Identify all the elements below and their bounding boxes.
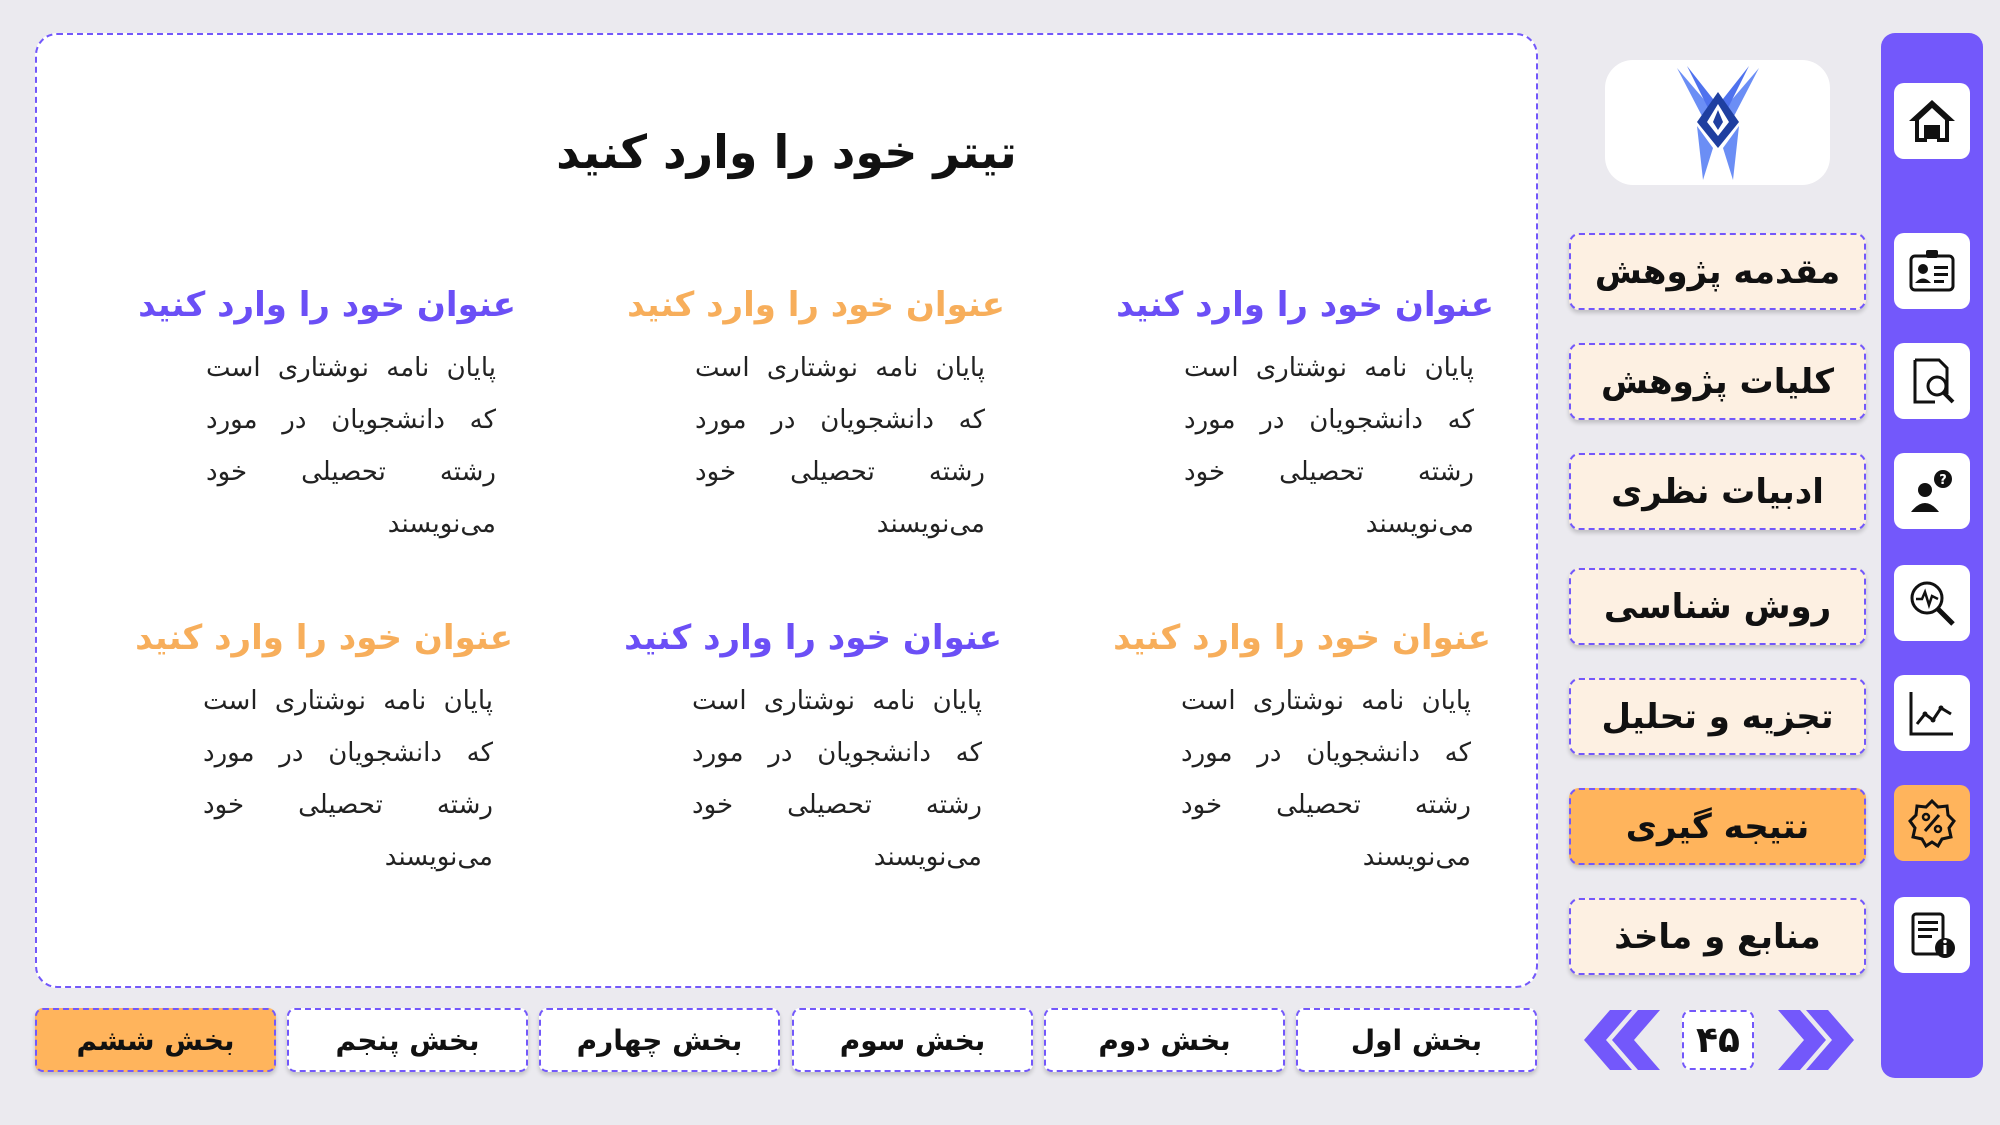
content-card-2 [605,280,1005,550]
menu-item-generalities[interactable]: کلیات پژوهش [1569,343,1866,420]
id-badge-icon [1905,244,1959,298]
menu-item-methodology[interactable]: روش شناسی [1569,568,1866,645]
nav-icon-literature[interactable] [1894,453,1970,529]
nav-icon-analysis[interactable] [1894,675,1970,751]
menu-item-conclusion[interactable]: نتیجه گیری [1569,788,1866,865]
content-card-5 [602,613,1002,883]
card-heading: عنوان خود را وارد کنید [138,285,516,325]
content-card-4 [113,613,513,883]
content-card-1 [116,280,516,550]
icon-strip [1881,33,1983,1078]
magnifier-pulse-icon [1905,576,1959,630]
content-card-6 [1091,613,1491,883]
nav-icon-generalities[interactable] [1894,343,1970,419]
menu-item-literature[interactable]: ادبیات نظری [1569,453,1866,530]
card-body: پایان نامه نوشتاری است که دانشجویان در مورد رشته تحصیلی خود می‌نویسند [1184,353,1474,539]
card-body: پایان نامه نوشتاری است که دانشجویان در مورد رشته تحصیلی خود می‌نویسند [206,353,496,539]
page-number: ۴۵ [1682,1010,1754,1070]
line-chart-icon [1905,686,1959,740]
tab-section-3[interactable]: بخش سوم [792,1008,1033,1072]
tab-section-2[interactable]: بخش دوم [1044,1008,1285,1072]
menu-item-references[interactable]: منابع و ماخذ [1569,898,1866,975]
content-card-3 [1094,280,1494,550]
tab-section-6[interactable]: بخش ششم [35,1008,276,1072]
document-search-icon [1905,354,1959,408]
previous-page-icon[interactable] [1584,1008,1660,1072]
menu-item-analysis[interactable]: تجزیه و تحلیل [1569,678,1866,755]
percent-badge-icon [1905,796,1959,850]
nav-icon-methodology[interactable] [1894,565,1970,641]
nav-icon-intro[interactable] [1894,233,1970,309]
card-body: پایان نامه نوشتاری است که دانشجویان در مورد رشته تحصیلی خود می‌نویسند [203,686,493,872]
card-heading: عنوان خود را وارد کنید [627,285,1005,325]
card-body: پایان نامه نوشتاری است که دانشجویان در مورد رشته تحصیلی خود می‌نویسند [692,686,982,872]
tab-section-1[interactable]: بخش اول [1296,1008,1537,1072]
tab-section-4[interactable]: بخش چهارم [539,1008,780,1072]
svg-text:?: ? [1939,473,1947,488]
card-heading: عنوان خود را وارد کنید [1116,285,1494,325]
home-icon [1905,94,1959,148]
content-panel [35,33,1538,988]
menu-item-intro[interactable]: مقدمه پژوهش [1569,233,1866,310]
nav-icon-conclusion[interactable] [1894,785,1970,861]
home-button[interactable] [1894,83,1970,159]
card-heading: عنوان خود را وارد کنید [135,618,513,658]
card-heading: عنوان خود را وارد کنید [1113,618,1491,658]
logo-emblem-icon [1673,64,1763,182]
card-heading: عنوان خود را وارد کنید [624,618,1002,658]
document-info-icon [1905,908,1959,962]
card-body: پایان نامه نوشتاری است که دانشجویان در مورد رشته تحصیلی خود می‌نویسند [1181,686,1471,872]
user-question-icon [1905,464,1959,518]
tab-section-5[interactable]: بخش پنجم [287,1008,528,1072]
card-body: پایان نامه نوشتاری است که دانشجویان در مورد رشته تحصیلی خود می‌نویسند [695,353,985,539]
nav-icon-references[interactable] [1894,897,1970,973]
university-logo [1605,60,1830,185]
page-title: تیتر خود را وارد کنید [556,125,1017,179]
next-page-icon[interactable] [1778,1008,1854,1072]
